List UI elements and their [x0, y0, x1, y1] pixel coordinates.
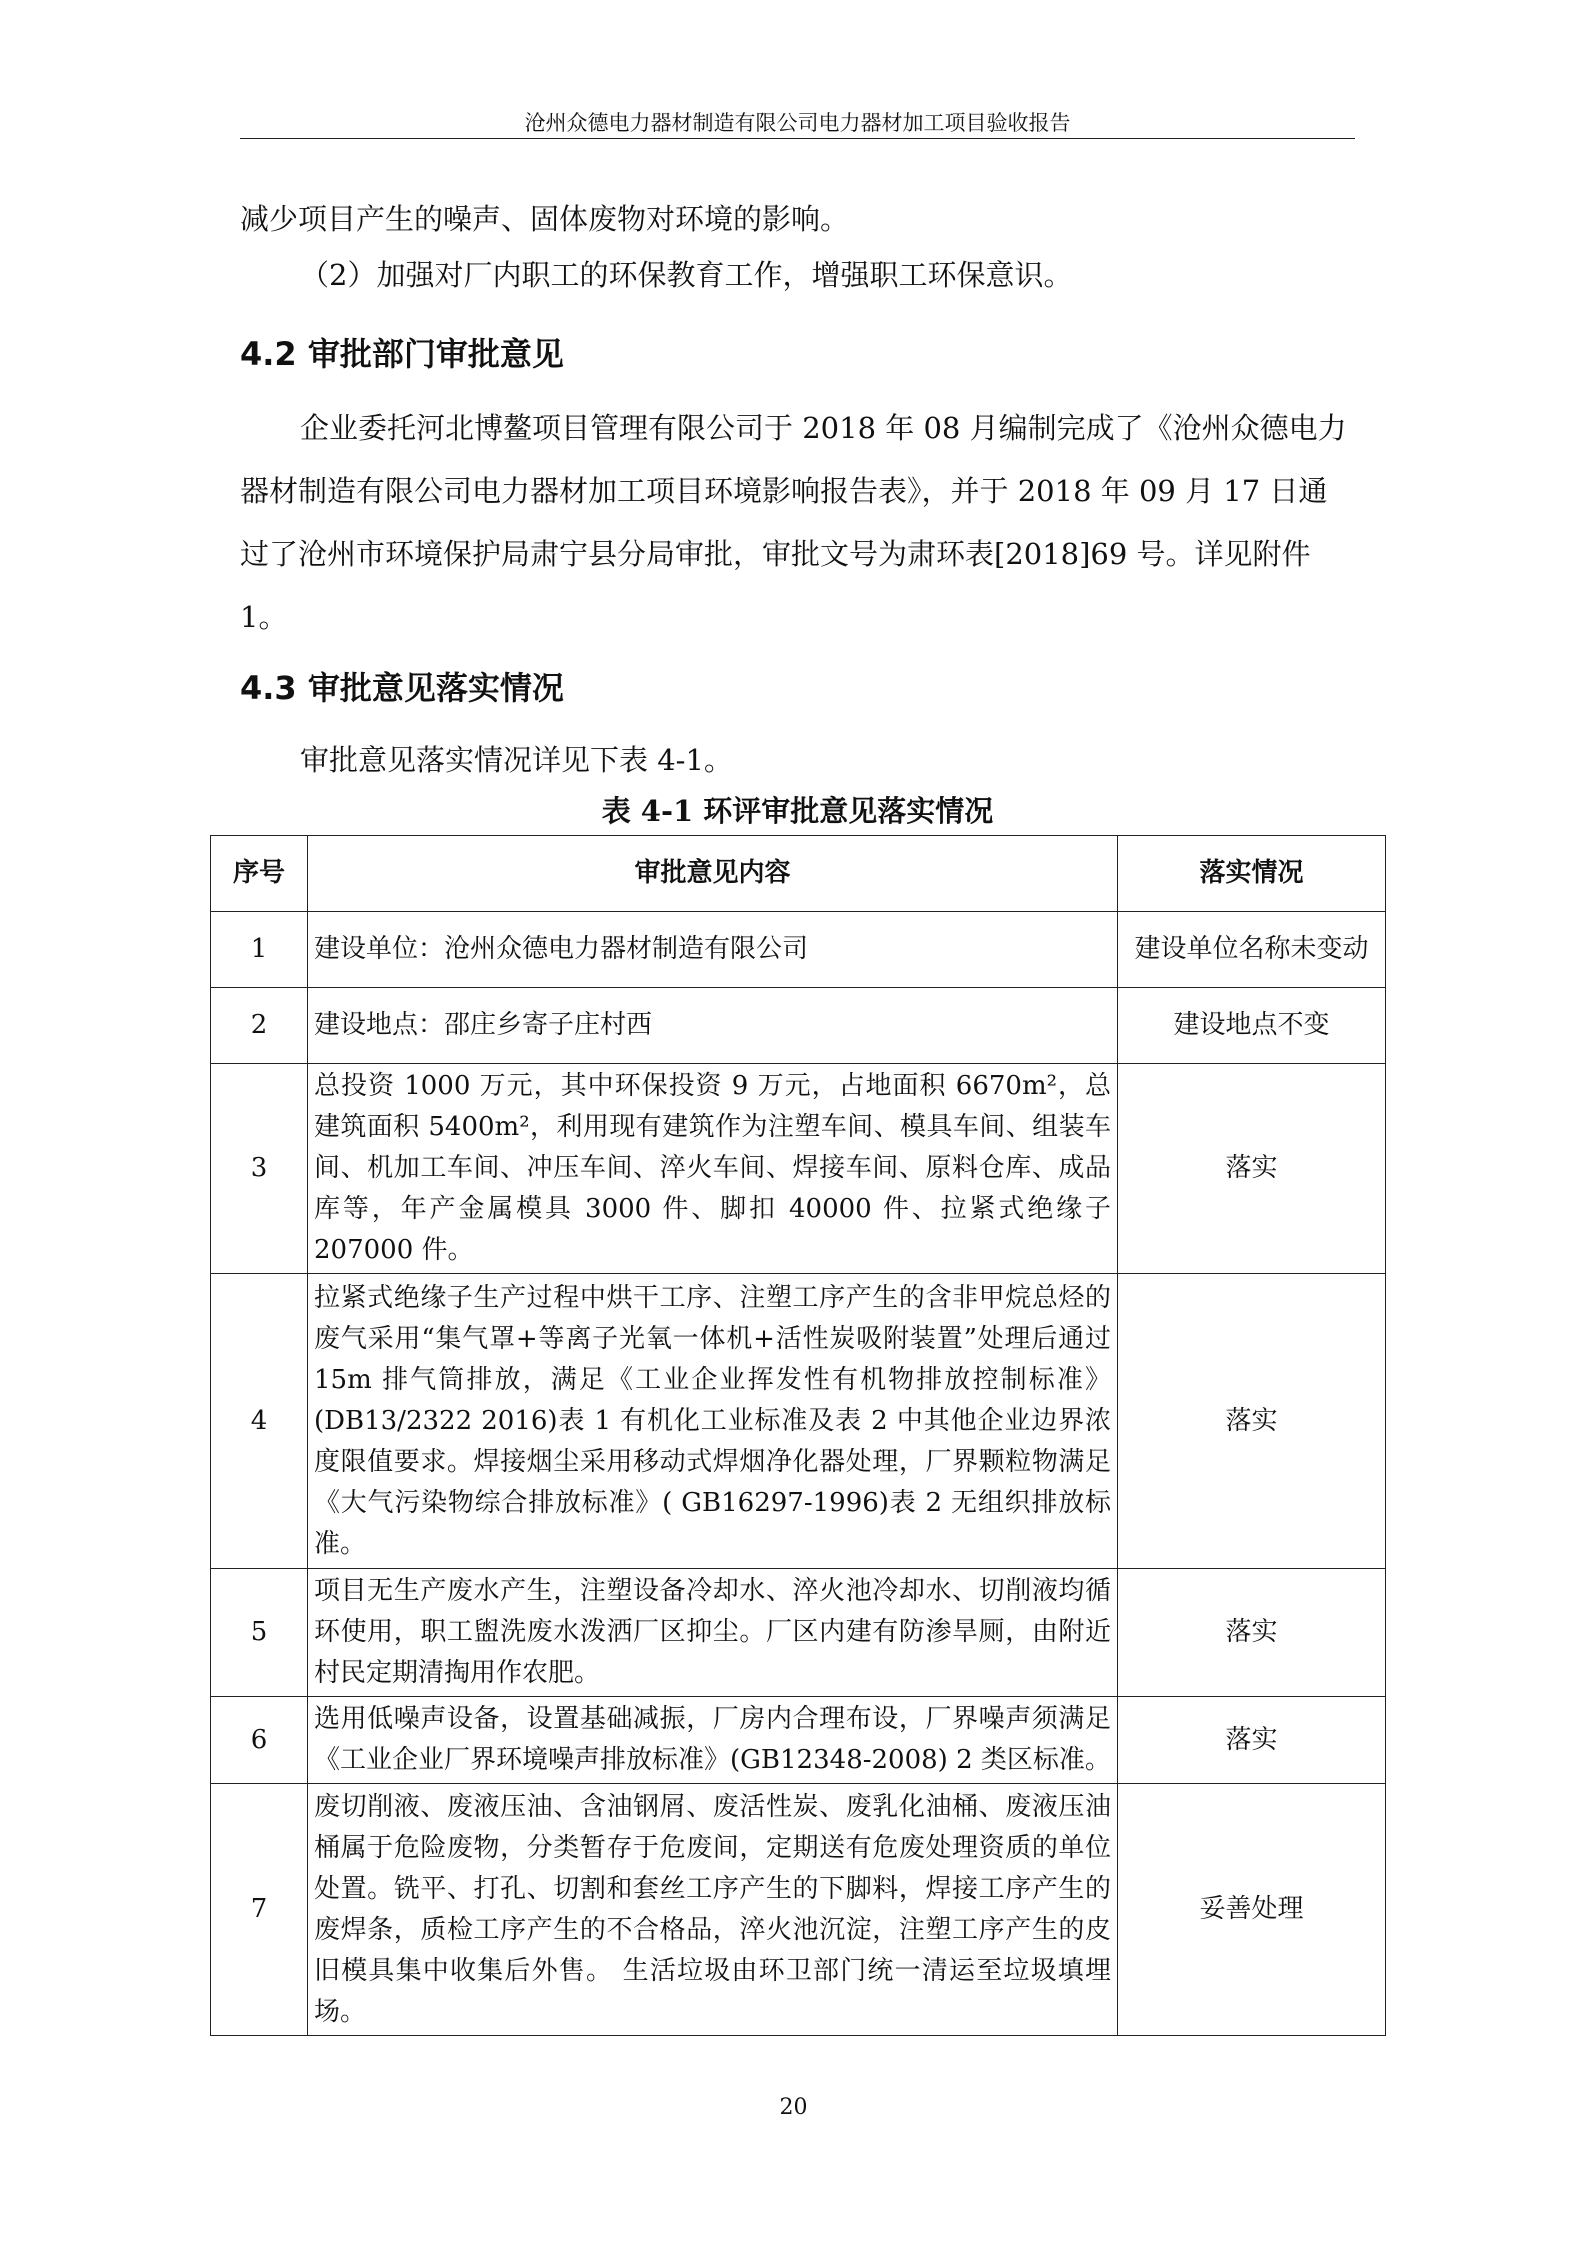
row-status: 落实	[1118, 1697, 1386, 1784]
page-number: 20	[779, 2095, 808, 2120]
table-row	[211, 1569, 1386, 1697]
row-no: 3	[211, 1064, 308, 1274]
row-status: 妥善处理	[1118, 1784, 1386, 2036]
table-row	[211, 1697, 1386, 1784]
table-row	[211, 912, 1386, 988]
header-divider	[240, 138, 1355, 139]
row-content: 拉紧式绝缘子生产过程中烘干工序、注塑工序产生的含非甲烷总烃的废气采用“集气罩+等离子光氧一体机+活性炭吸附装置”处理后通过 15m 排气筒排放，满足《工业企业挥发性有机物排放控制标准》(DB13/2322 2016)表 1 有机化工业标准及表 2 中其他企业边界浓度限值要求。焊接烟尘采用移动式焊烟净化器处理，厂界颗粒物满足《大气污染物综合排放标准》( GB16297-1996)表 2 无组织排放标准。	[308, 1274, 1118, 1569]
row-content: 总投资 1000 万元，其中环保投资 9 万元，占地面积 6670m²，总建筑面积 5400m²，利用现有建筑作为注塑车间、模具车间、组装车间、机加工车间、冲压车间、淬火车间、焊接车间、原料仓库、成品库等，年产金属模具 3000 件、脚扣 40000 件、拉紧式绝缘子 207000 件。	[308, 1064, 1118, 1274]
row-status: 落实	[1118, 1064, 1386, 1274]
table-caption: 表 4-1 环评审批意见落实情况	[601, 794, 994, 828]
row-no: 6	[211, 1697, 308, 1784]
row-no: 2	[211, 988, 308, 1064]
row-status: 建设地点不变	[1118, 988, 1386, 1064]
header-status: 落实情况	[1118, 836, 1386, 912]
table-row	[211, 1784, 1386, 2036]
section-heading-4-3: 4.3 审批意见落实情况	[240, 669, 564, 707]
row-content: 建设单位：沧州众德电力器材制造有限公司	[308, 912, 1118, 988]
row-no: 5	[211, 1569, 308, 1697]
paragraph-approval: 企业委托河北博鳌项目管理有限公司于 2018 年 08 月编制完成了《沧州众德电力器材制造有限公司电力器材加工项目环境影响报告表》，并于 2018 年 09 月 17 日通过了沧州市环境保护局肃宁县分局审批，审批文号为肃环表[2018]69 号。详见附件 1。	[240, 411, 1347, 634]
row-content: 建设地点：邵庄乡寄子庄村西	[308, 988, 1118, 1064]
table-row	[211, 1064, 1386, 1274]
row-content: 项目无生产废水产生，注塑设备冷却水、淬火池冷却水、切削液均循环使用，职工盥洗废水泼洒厂区抑尘。厂区内建有防渗旱厕，由附近村民定期清掏用作农肥。	[308, 1569, 1118, 1697]
header-no: 序号	[211, 836, 308, 912]
paragraph-table-intro: 审批意见落实情况详见下表 4-1。	[300, 743, 733, 777]
header-content: 审批意见内容	[308, 836, 1118, 912]
row-status: 落实	[1118, 1274, 1386, 1569]
paragraph-item-2: （2）加强对厂内职工的环保教育工作，增强职工环保意识。	[300, 258, 1073, 292]
approval-table	[210, 835, 1386, 2036]
row-content: 废切削液、废液压油、含油钢屑、废活性炭、废乳化油桶、废液压油桶属于危险废物，分类暂存于危废间，定期送有危废处理资质的单位处置。铣平、打孔、切割和套丝工序产生的下脚料，焊接工序产生的废焊条，质检工序产生的不合格品，淬火池沉淀，注塑工序产生的皮旧模具集中收集后外售。 生活垃圾由环卫部门统一清运至垃圾填埋场。	[308, 1784, 1118, 2036]
row-no: 4	[211, 1274, 308, 1569]
row-status: 建设单位名称未变动	[1118, 912, 1386, 988]
running-header: 沧州众德电力器材制造有限公司电力器材加工项目验收报告	[524, 111, 1071, 135]
table-header-row	[211, 836, 1386, 912]
row-status: 落实	[1118, 1569, 1386, 1697]
row-content: 选用低噪声设备，设置基础减振，厂房内合理布设，厂界噪声须满足《工业企业厂界环境噪声排放标准》(GB12348-2008) 2 类区标准。	[308, 1697, 1118, 1784]
row-no: 1	[211, 912, 308, 988]
paragraph-continuation: 减少项目产生的噪声、固体废物对环境的影响。	[240, 202, 850, 236]
table-row	[211, 1274, 1386, 1569]
row-no: 7	[211, 1784, 308, 2036]
section-heading-4-2: 4.2 审批部门审批意见	[240, 335, 564, 373]
table-row	[211, 988, 1386, 1064]
